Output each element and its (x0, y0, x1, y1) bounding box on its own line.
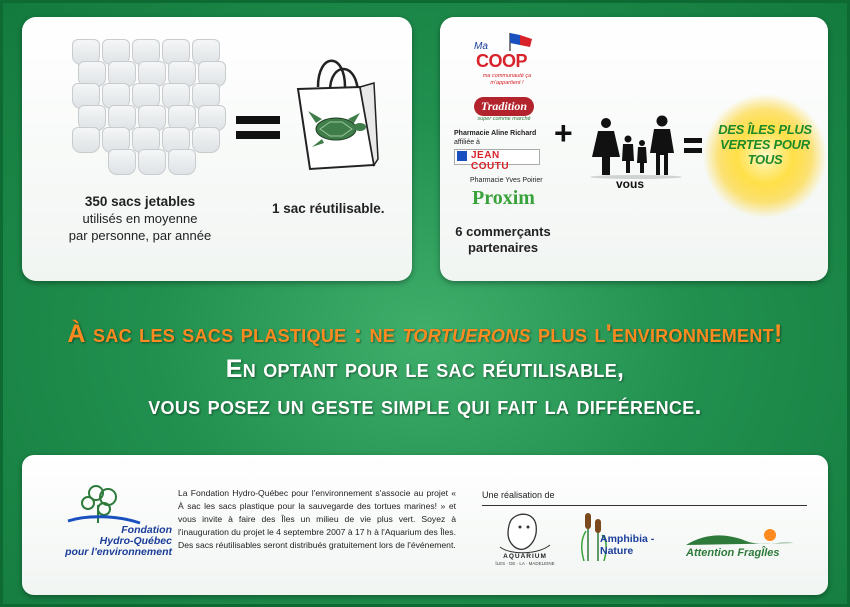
partners-card (440, 17, 828, 281)
disposable-bags-sub1: utilisés en moyenne (82, 211, 198, 226)
disposable-bag-icon (108, 149, 136, 175)
disposable-bags-caption (42, 193, 238, 244)
headline-line1 (0, 320, 850, 349)
poirier-pharmacy: Pharmacie Yves Poirier (470, 177, 543, 184)
disposable-bag-icon (138, 149, 166, 175)
proxim-logo: Proxim (472, 187, 535, 209)
disposable-bag-icon (168, 149, 196, 175)
coop-ma: Ma (474, 41, 488, 52)
disposable-bags-pile-icon (72, 39, 242, 189)
headline-line1-c: plus l'environnement! (530, 320, 783, 348)
fondation-l2: Hydro-Québec (99, 535, 172, 547)
headline-line1-b: tortuerons (402, 320, 531, 348)
jeancoutu-logo (454, 149, 540, 172)
equals-bar-top (236, 116, 280, 124)
fondation-l1: Fondation (121, 524, 172, 536)
aquarium-label: AQUARIUM (503, 553, 547, 560)
realisation-divider (482, 505, 807, 506)
disposable-bags-sub2: par personne, par année (68, 228, 212, 243)
plus-sign: + (554, 115, 573, 151)
jeancoutu-text: JEAN COUTU (471, 150, 510, 172)
fondation-l3: pour l'environnement (65, 546, 172, 558)
fondation-logo-text (62, 525, 172, 558)
sun-slogan: DES ÎLES PLUS VERTES POUR TOUS (718, 122, 812, 167)
coop-brand: COOP (476, 51, 528, 71)
richard-pharmacy (454, 129, 536, 147)
partners-caption: 6 commerçants partenaires (455, 224, 551, 255)
headline-line2: En optant pour le sac réutilisable, (225, 355, 625, 383)
tradition-logo (474, 97, 534, 127)
family-icon (588, 113, 684, 179)
equals-bar-bottom (236, 131, 280, 139)
attention-fragiles-text: Attention FragÎles (686, 547, 780, 559)
reusable-bag-turtle-icon (290, 47, 380, 172)
realisation-label: Une réalisation de (482, 490, 555, 500)
disposable-bag-icon (192, 127, 220, 153)
coop-tagline: ma communauté ça m'appartient ! (482, 73, 532, 86)
flag-icon (508, 31, 534, 51)
headline-line3: vous posez un geste simple qui fait la différence. (148, 392, 702, 420)
equals-bar-top-2 (684, 138, 702, 143)
coop-logo (470, 29, 540, 93)
disposable-bag-icon (72, 127, 100, 153)
tree-icon (66, 483, 142, 529)
richard-line2: affiliée à (454, 139, 480, 146)
aquarium-sub: ÎLES · DE · LA · MADELEINE (495, 561, 555, 566)
amphibia-logo-text: Amphibia -Nature (600, 533, 655, 557)
tradition-tagline: super comme marché (477, 116, 531, 122)
bags-comparison-card (22, 17, 412, 281)
headline-line1-a: À sac les sacs plastique : ne (67, 320, 403, 348)
footer-paragraph: La Fondation Hydro-Québec pour l'environnement s'associe au projet « À sac les sacs plastique pour la sauvegarde des tortues marines! » et vous invite à faire des Îles un milieu de vie plus vert. Soyez à l'inauguration du projet le 4 septembre 2007 à 17 h à l'Aquarium des Îles. Des sacs réutilisables seront distribués gratuitement lors de l'événement. (178, 488, 456, 550)
landscape-sun-icon (686, 523, 794, 547)
reusable-bag-caption: 1 sac réutilisable. (272, 201, 385, 216)
disposable-bags-count: 350 sacs jetables (84, 194, 196, 209)
equals-bar-bottom-2 (684, 148, 702, 153)
vous-caption: vous (615, 177, 644, 191)
tradition-brand: Tradition (474, 97, 534, 116)
richard-line1: Pharmacie Aline Richard (454, 130, 537, 137)
footer-card (22, 455, 828, 595)
